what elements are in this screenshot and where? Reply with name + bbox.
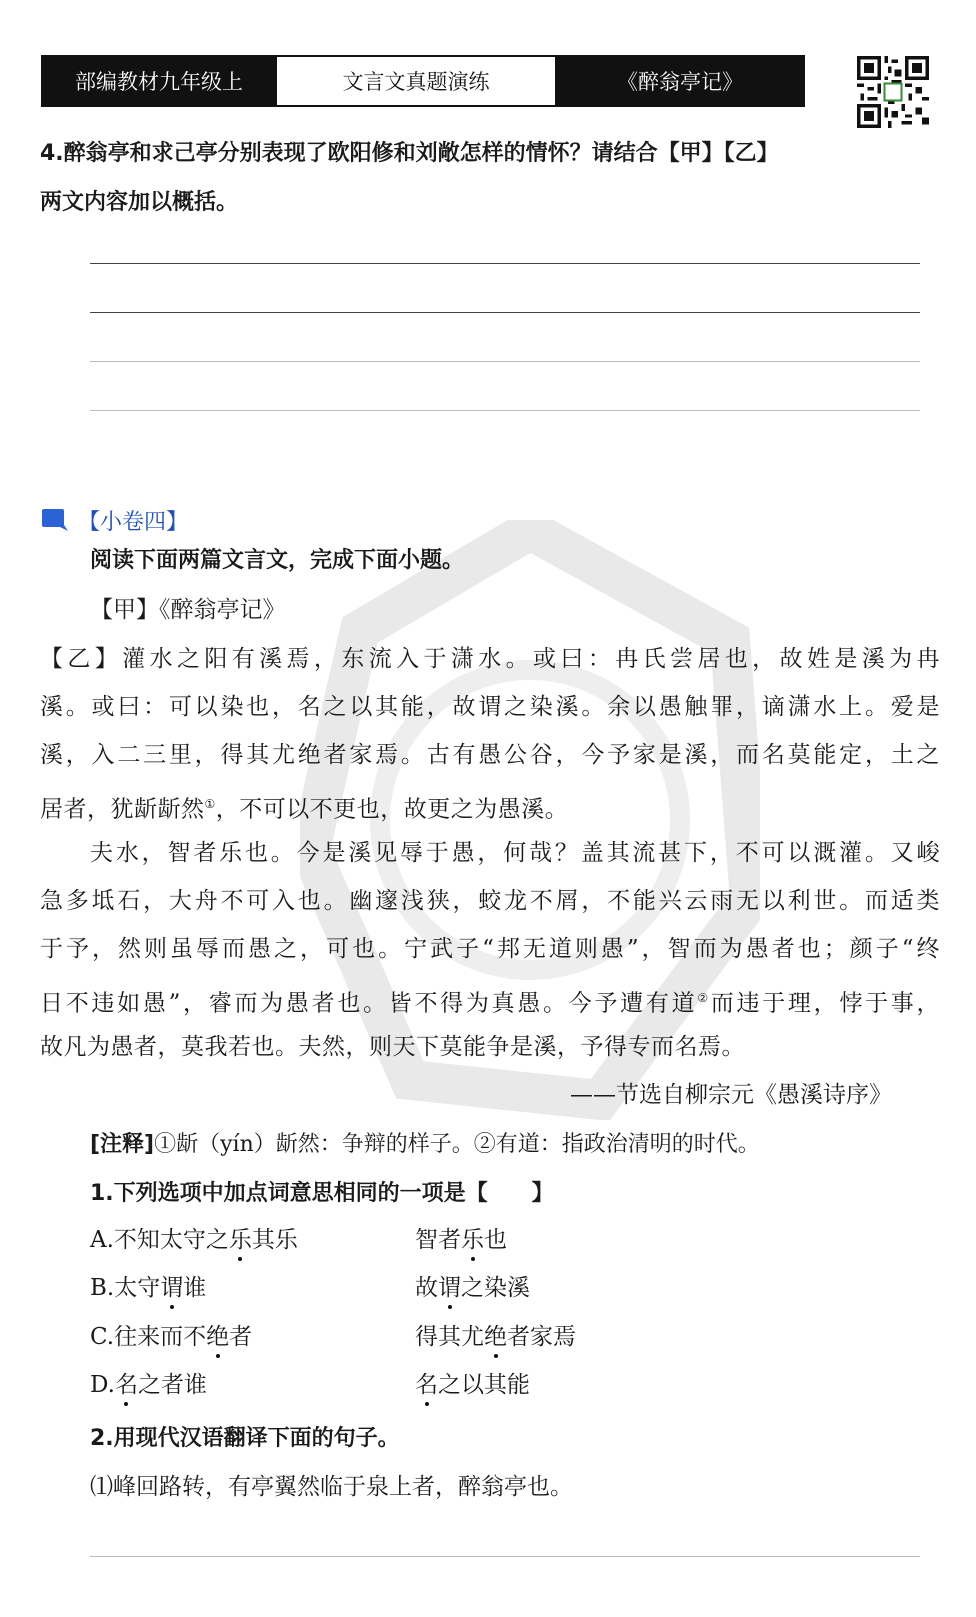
passage-yi-line: 夫水，智者乐也。今是溪见辱于愚，何哉？盖其流甚下，不可以溉灌。又峻 (90, 840, 940, 866)
answer-line[interactable] (90, 361, 920, 362)
option-a-right: 智者乐也 (415, 1227, 507, 1253)
option-b-right: 故谓之染溪 (415, 1275, 530, 1301)
answer-line[interactable] (90, 410, 920, 411)
q2-item-1: ⑴峰回路转，有亭翼然临于泉上者，醉翁亭也。 (90, 1474, 573, 1500)
book-icon (40, 507, 70, 535)
reading-instruction: 阅读下面两篇文言文，完成下面小题。 (90, 548, 465, 573)
qr-code-icon (857, 56, 929, 128)
q4-stem-line2: 两文内容加以概括。 (40, 190, 239, 215)
option-c-left[interactable]: C.往来而不绝者 (90, 1324, 253, 1350)
answer-line[interactable] (90, 1556, 920, 1557)
q2-stem: 2.用现代汉语翻译下面的句子。 (90, 1426, 400, 1451)
passage-yi-line: 急多坻石，大舟不可入也。幽邃浅狭，蛟龙不屑，不能兴云雨无以利世。而适类 (40, 888, 940, 914)
option-c-right: 得其尤绝者家焉 (415, 1324, 576, 1350)
q4-stem-line1: 4.醉翁亭和求己亭分别表现了欧阳修和刘敞怎样的情怀？请结合【甲】【乙】 (40, 141, 779, 166)
option-d-left[interactable]: D.名之者谁 (90, 1372, 207, 1398)
passage-yi-line: 日不违如愚”，睿而为愚者也。皆不得为真愚。今予遭有道②而违于理，悖于事， (40, 990, 941, 1017)
passage-yi-line: 居者，犹龂龂然①，不可以不更也，故更之为愚溪。 (40, 796, 569, 823)
section-header (40, 505, 188, 536)
annotation-label: [注释] (90, 1132, 155, 1157)
answer-line[interactable] (90, 263, 920, 264)
option-b-left[interactable]: B.太守谓谁 (90, 1275, 207, 1301)
section-title: 【小卷四】 (78, 510, 189, 535)
header-bar (41, 55, 805, 107)
passage-yi-line: 【乙】灌水之阳有溪焉，东流入于潇水。或曰：冉氏尝居也，故姓是溪为冉 (40, 646, 940, 672)
passage-yi-line: 故凡为愚者，莫我若也。夫然，则天下莫能争是溪，予得专而名焉。 (40, 1034, 745, 1060)
passage-yi-line: 于予，然则虽辱而愚之，可也。宁武子“邦无道则愚”，智而为愚者也；颜子“终 (40, 936, 940, 962)
q1-stem: 1.下列选项中加点词意思相同的一项是【 】 (90, 1181, 554, 1206)
option-a-left[interactable]: A.不知太守之乐其乐 (90, 1227, 298, 1253)
passage-source: ——节选自柳宗元《愚溪诗序》 (570, 1082, 892, 1108)
passage-yi-line: 溪，入二三里，得其尤绝者家焉。古有愚公谷，今予家是溪，而名莫能定，土之 (40, 742, 940, 768)
header-grade: 部编教材九年级上 (43, 57, 275, 105)
footnote-mark: ② (697, 991, 711, 1005)
option-d-right: 名之以其能 (415, 1372, 530, 1398)
annotation-text: ①龂（yín）龂然：争辩的样子。②有道：指政治清明的时代。 (154, 1132, 760, 1157)
passage-yi-line: 溪。或曰：可以染也，名之以其能，故谓之染溪。余以愚触罪，谪潇水上。爱是 (40, 694, 940, 720)
annotation (90, 1130, 976, 1160)
header-topic: 文言文真题演练 (275, 57, 557, 105)
answer-line[interactable] (90, 312, 920, 313)
text-jia-label: 【甲】《醉翁亭记》 (90, 597, 286, 623)
header-lesson: 《醉翁亭记》 (557, 57, 803, 105)
footnote-mark: ① (204, 797, 216, 811)
